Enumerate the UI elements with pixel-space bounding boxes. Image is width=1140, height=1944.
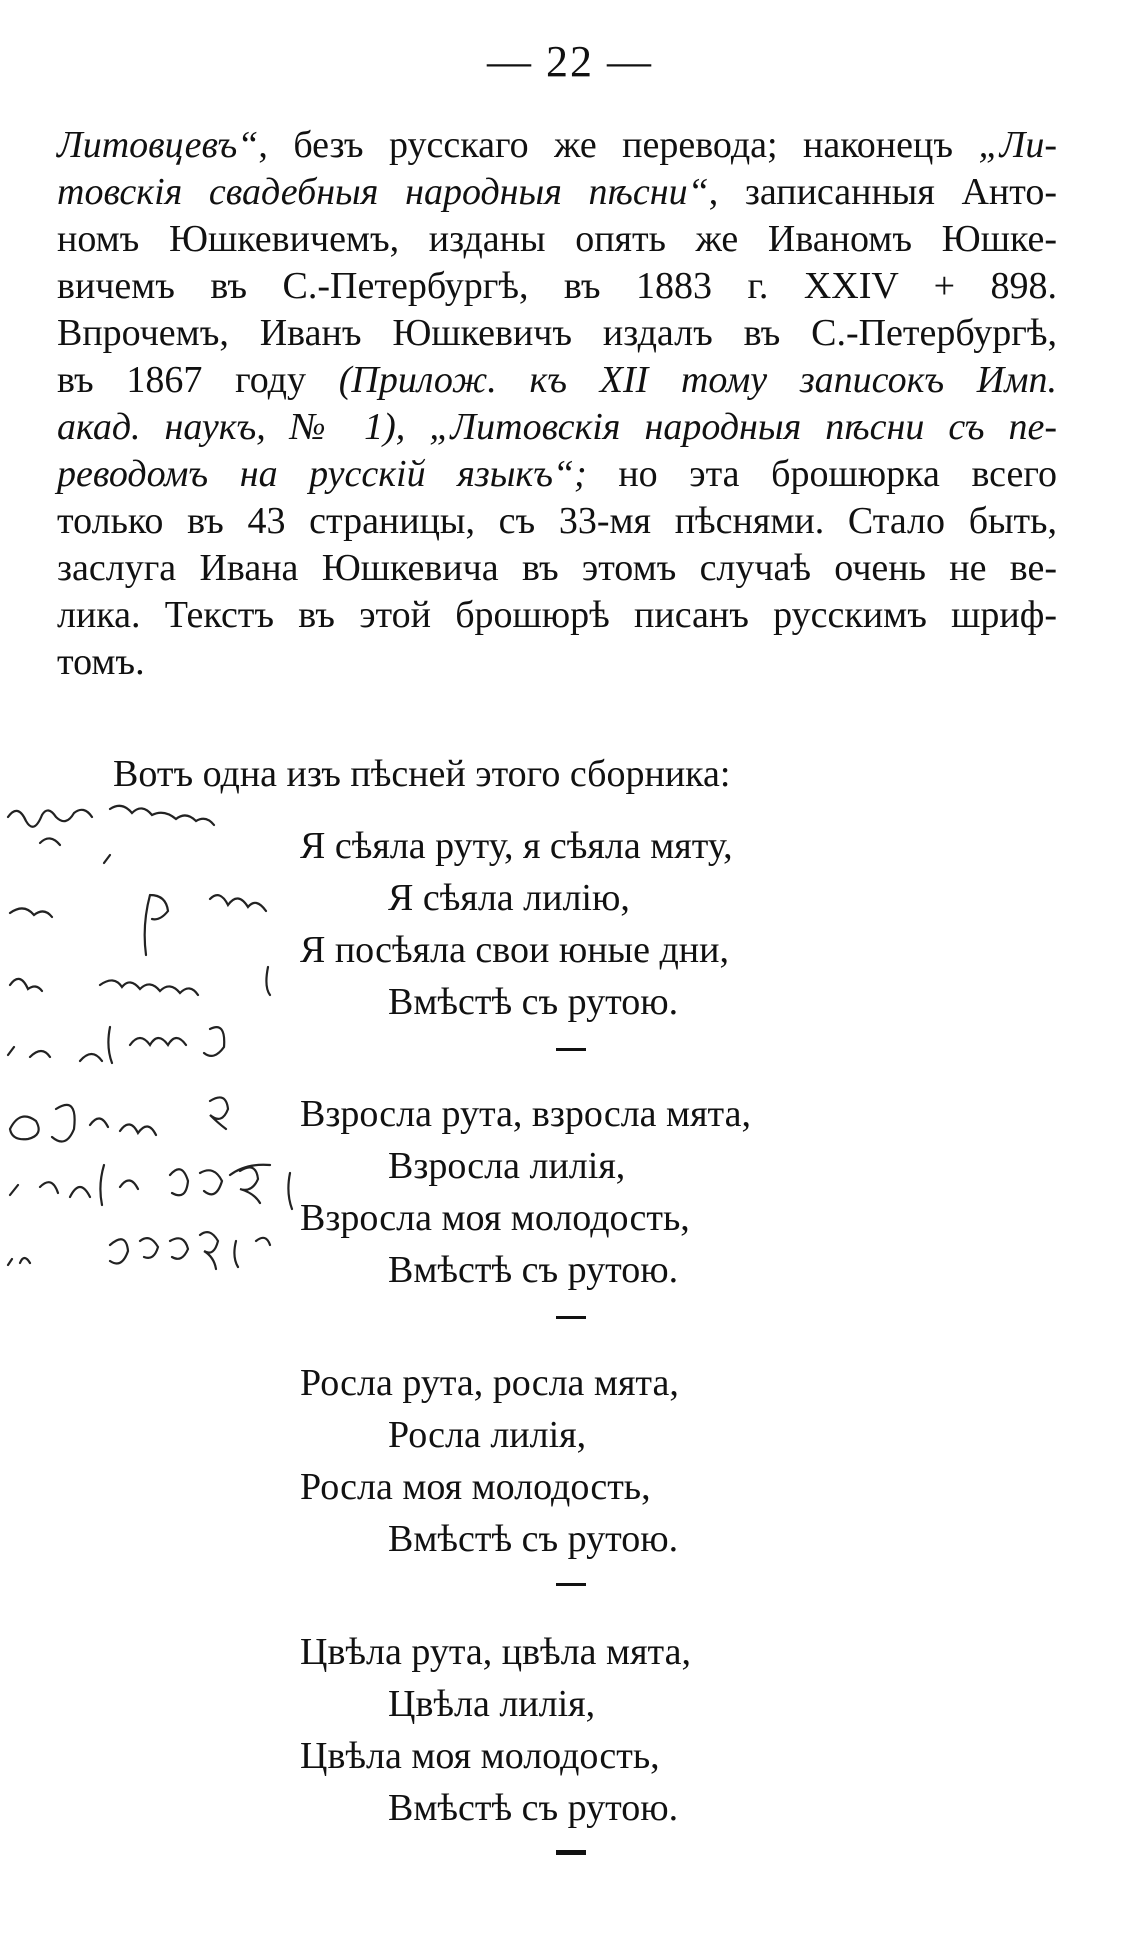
italic-text: (Прилож. къ XII тому записокъ Имп. [338,359,1057,401]
stanza [300,1626,691,1834]
prose-line [57,122,1057,169]
poem-intro: Вотъ одна изъ пѣсней этого сборника: [113,753,731,795]
verse-line: Вмѣстѣ съ рутою. [388,1249,679,1291]
italic-text: реводомъ на русскій языкъ“; [57,453,587,495]
verse-line: Взросла рута, взросла мята, [300,1093,751,1135]
verse-line: Вмѣстѣ съ рутою. [388,1518,679,1560]
prose-line [57,639,1057,686]
stanza [300,1088,751,1296]
text-run: лика. Текстъ въ этой брошюрѣ писанъ русскимъ шриф- [57,594,1057,636]
verse-line: Вмѣстѣ съ рутою. [388,1787,679,1829]
stanza-separator [556,1316,586,1319]
prose-line [57,263,1057,310]
text-run: Впрочемъ, Иванъ Юшкевичъ издалъ въ С.-Петербургѣ, [57,312,1057,354]
verse-line: Взросла моя молодость, [300,1197,690,1239]
prose-line [57,545,1057,592]
text-run: , записанныя Анто- [708,171,1057,213]
handwritten-marginalia [0,795,300,1275]
page-number: — 22 — [487,37,653,86]
text-run: номъ Юшкевичемъ, изданы опять же Иваномъ Юшке- [57,218,1057,260]
text-run: но эта брошюрка всего [586,453,1058,495]
text-run: , безъ русскаго же перевода; наконецъ [258,124,979,166]
text-run: заслуга Ивана Юшкевича въ этомъ случаѣ очень не ве- [57,547,1057,589]
verse-line: Я сѣяла лилію, [388,877,630,919]
stanza [300,820,733,1028]
prose-line [57,216,1057,263]
italic-text: Литовцевъ“ [57,124,259,166]
prose-line [57,498,1057,545]
verse-line: Росла моя молодость, [300,1466,651,1508]
verse-line: Вмѣстѣ съ рутою. [388,981,679,1023]
verse-line: Цвѣла моя молодость, [300,1735,660,1777]
stanza-separator [556,1583,586,1586]
text-run: въ 1867 году [57,359,339,401]
prose-paragraph [57,122,1057,686]
prose-line [57,451,1057,498]
prose-line [57,592,1057,639]
prose-line [57,310,1057,357]
verse-line: Взросла лилія, [388,1145,626,1187]
prose-line [57,404,1057,451]
text-run: только въ 43 страницы, съ 33-мя пѣснями. Стало быть, [57,500,1057,542]
prose-line [57,169,1057,216]
prose-line [57,357,1057,404]
verse-line: Я посѣяла свои юные дни, [300,929,729,971]
stanza [300,1357,679,1565]
stanza-separator [556,1048,586,1051]
verse-line: Цвѣла лилія, [388,1683,596,1725]
italic-text: товскія свадебныя народныя пѣсни“ [57,171,709,213]
verse-line: Цвѣла рута, цвѣла мята, [300,1631,691,1673]
italic-text: „Ли- [978,124,1057,166]
text-run: вичемъ въ С.-Петербургѣ, въ 1883 г. XXIV + 898. [57,265,1057,307]
verse-line: Росла рута, росла мята, [300,1362,679,1404]
text-run: томъ. [57,641,145,683]
verse-line: Росла лилія, [388,1414,587,1456]
italic-text: акад. наукъ, № 1), „Литовскія народныя пѣсни съ пе- [57,406,1057,448]
verse-line: Я сѣяла руту, я сѣяла мяту, [300,825,733,867]
stanza-separator [556,1850,586,1855]
